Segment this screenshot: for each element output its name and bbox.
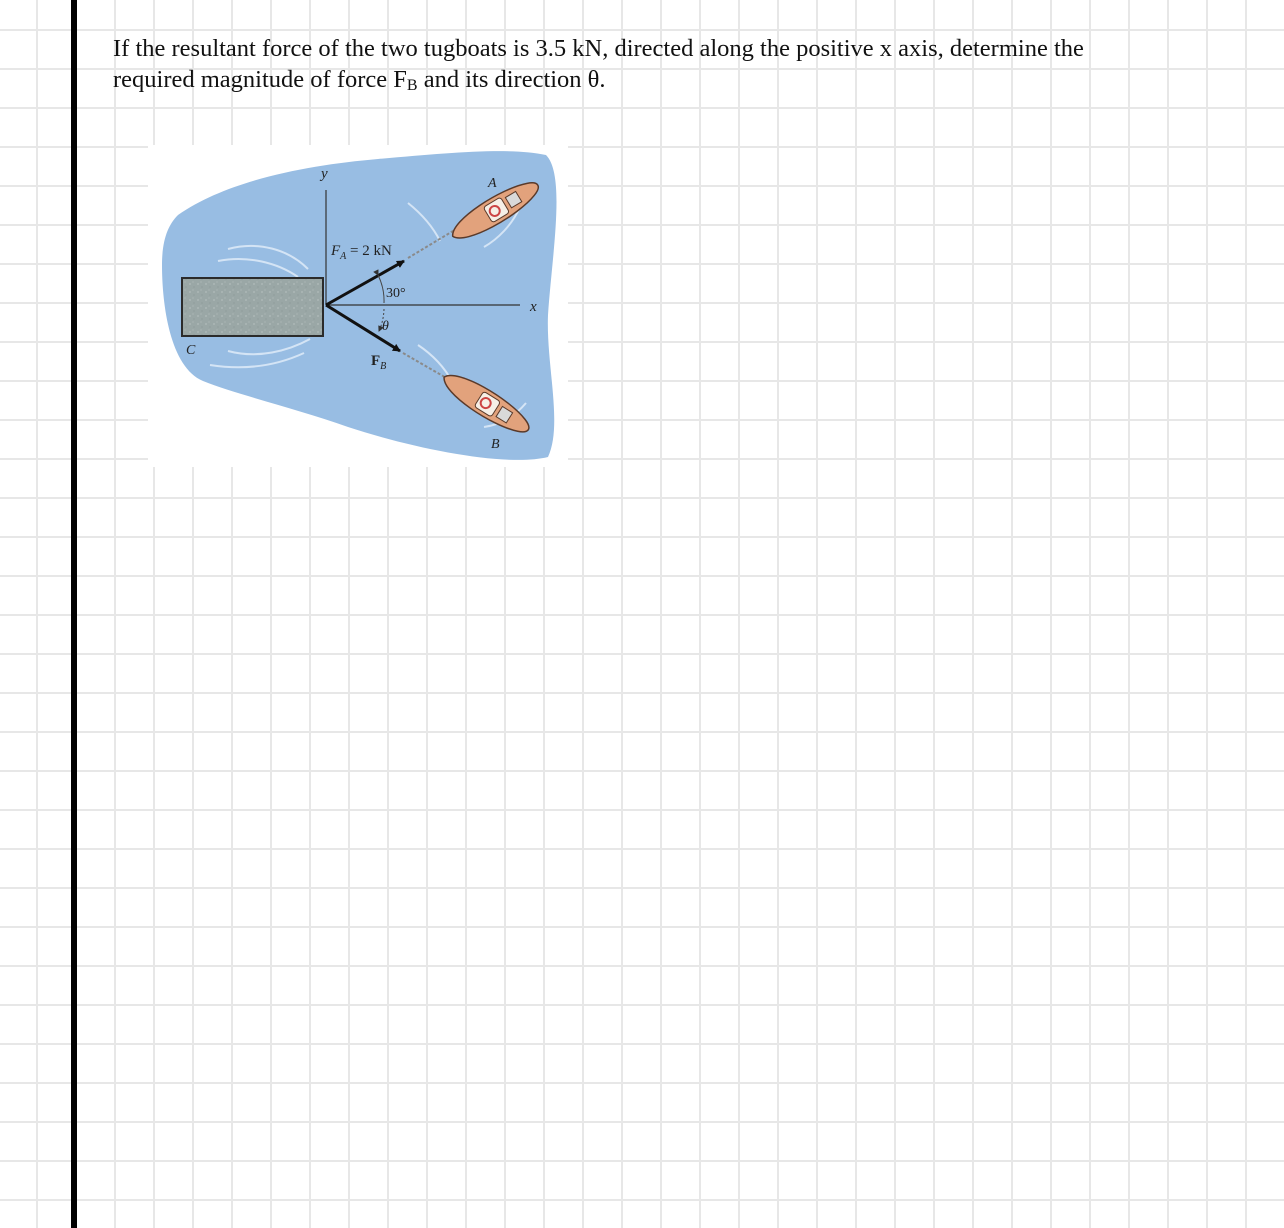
- fb-label: $F_B$: [371, 353, 387, 372]
- tugboat-figure: [148, 145, 568, 467]
- problem-statement: [113, 33, 1153, 95]
- y-axis-label: y: [321, 166, 328, 182]
- angle-30-label: 30°: [386, 286, 406, 301]
- angle-theta-label: θ: [382, 319, 389, 334]
- point-a-label: A: [488, 176, 497, 191]
- problem-text-end: and its direction θ.: [417, 66, 606, 93]
- left-margin-bar: [71, 0, 77, 1228]
- fa-label: $F_A = 2$ kN: [331, 243, 392, 262]
- point-b-label: B: [491, 437, 500, 452]
- problem-subscript: B: [406, 77, 418, 94]
- barge: [182, 278, 323, 336]
- problem-text: If the resultant force of the two tugboats is 3.5 kN, directed along the positive x axis, determine the required magnitude of force F: [113, 35, 1084, 93]
- point-c-label: C: [186, 343, 196, 358]
- x-axis-label: x: [530, 299, 537, 315]
- tugboat-diagram: [148, 145, 568, 467]
